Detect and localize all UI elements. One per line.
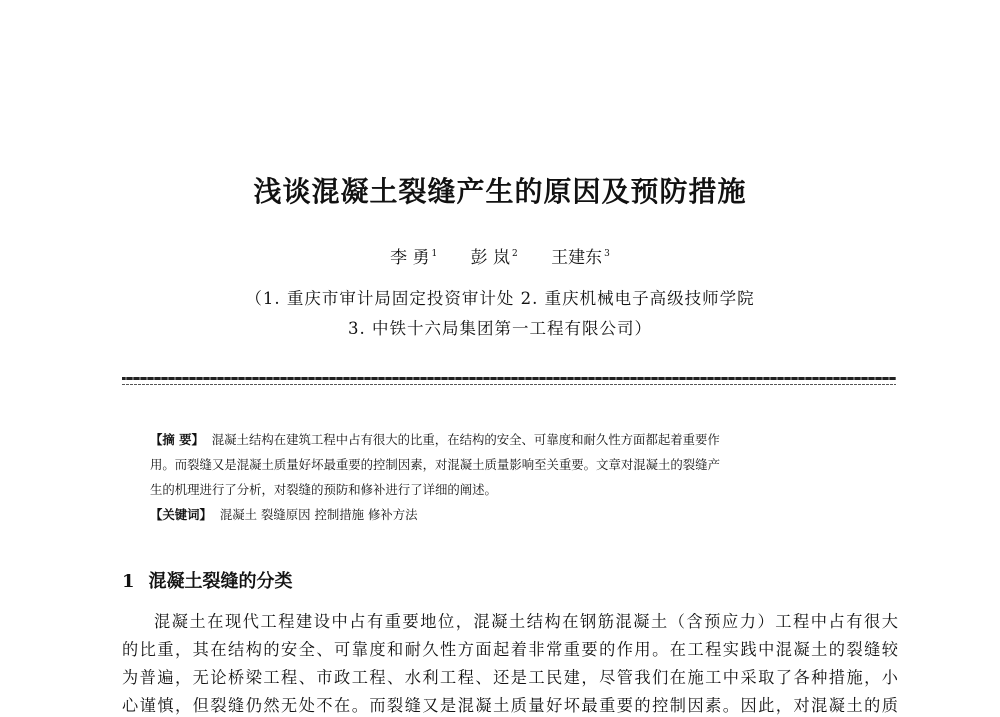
header-divider: [122, 377, 896, 380]
author-list: [0, 243, 1000, 268]
paper-title: 浅谈混凝土裂缝产生的原因及预防措施: [253, 175, 747, 208]
keywords-line: 【关键词】 混凝土 裂缝原因 控制措施 修补方法: [150, 507, 418, 522]
keywords-label: 【关键词】: [150, 507, 212, 522]
author: 王建东 $^3$: [551, 248, 610, 268]
abstract-label: 【摘 要】: [150, 432, 204, 447]
abstract-line: 用。而裂缝又是混凝土质量好坏最重要的控制因素，对混凝土质量影响至关重要。文章对混凝土的裂缝产: [150, 457, 720, 472]
header-divider-thin: [122, 384, 896, 385]
abstract-line: 生的机理进行了分析，对裂缝的预防和修补进行了详细的阐述。: [150, 482, 497, 497]
affiliation-line-1: （1. 重庆市审计局固定投资审计处 2. 重庆机械电子高级技师学院: [245, 289, 755, 308]
author: 彭 岚 $^2$: [470, 248, 518, 268]
section-heading: 1 混凝土裂缝的分类: [122, 571, 293, 592]
abstract-line: 【摘 要】 混凝土结构在建筑工程中占有很大的比重，在结构的安全、可靠度和耐久性方面都起着重要作: [150, 432, 720, 447]
affiliation-line-2: 3. 中铁十六局集团第一工程有限公司）: [348, 319, 652, 338]
body-paragraph-line: 的比重，其在结构的安全、可靠度和耐久性方面起着非常重要的作用。在工程实践中混凝土的裂缝较: [122, 640, 898, 659]
body-paragraph-line: 心谨慎，但裂缝仍然无处不在。而裂缝又是混凝土质量好坏最重要的控制因素。因此，对混凝土的质: [122, 696, 898, 715]
author: 李 勇 $^1$: [390, 248, 438, 268]
body-paragraph-line: 混凝土在现代工程建设中占有重要地位，混凝土结构在钢筋混凝土（含预应力）工程中占有很大: [154, 612, 898, 631]
body-paragraph-line: 为普遍，无论桥梁工程、市政工程、水利工程、还是工民建，尽管我们在施工中采取了各种措施，小: [122, 668, 898, 687]
